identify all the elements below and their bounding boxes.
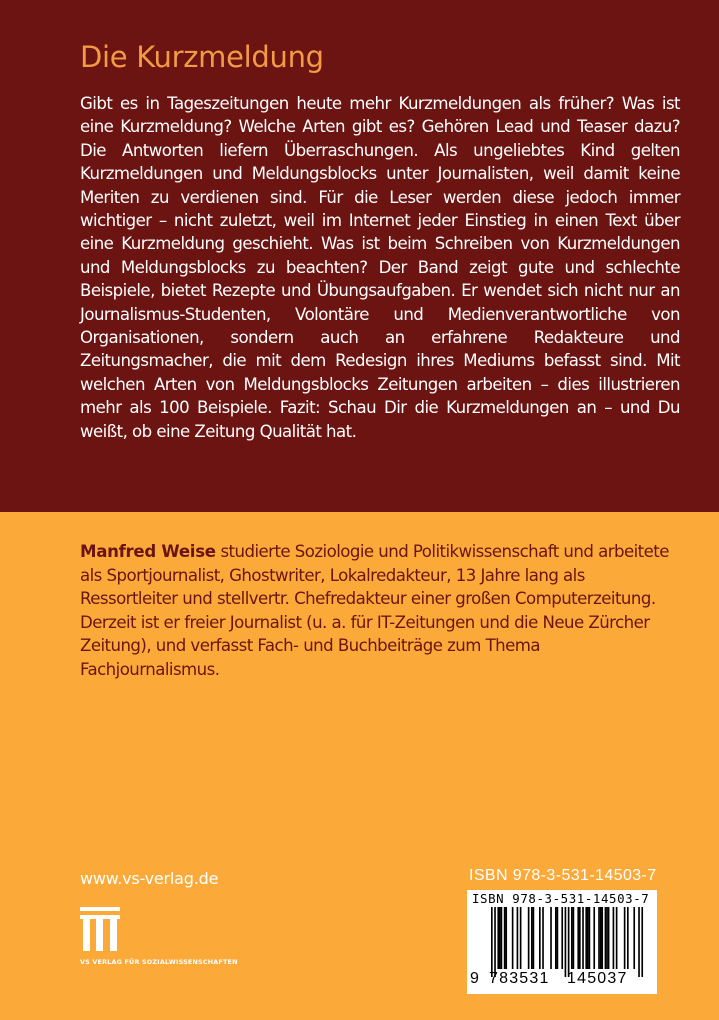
barcode-bar [627, 907, 629, 969]
barcode-bar [531, 907, 533, 969]
barcode-bar [606, 907, 608, 969]
barcode-bar [533, 907, 535, 969]
barcode-bar [633, 907, 635, 969]
barcode-bar [517, 907, 519, 969]
ean-digits [467, 970, 657, 992]
author-bio [80, 540, 680, 682]
barcode-bar [600, 907, 602, 969]
barcode-bar [624, 907, 626, 969]
book-blurb: Gibt es in Tageszeitungen heute mehr Kurzmeldungen als früher? Was ist eine Kurzmeldung? Welche Arten gibt es? Gehören Lead und Teaser dazu? Die Antworten liefern Überraschungen. Als ungeliebtes Kind gelten Kurzmeldungen und Meldungsblocks unter Journalisten, weil damit keine Meriten zu verdienen sind. Für die Leser werden diese jedoch immer wichtiger – nicht zuletzt, weil im Internet jeder Einstieg in einen Text über eine Kurzmeldung geschieht. Was ist beim Schreiben von Kurzmeldungen und Meldungsblocks zu beachten? Der Band zeigt gute und schlechte Beispiele, bietet Rezepte und Übungsaufgaben. Er wendet sich nicht nur an Journalismus-Studenten, Volontäre und Medienverantwortliche von Organisationen, sondern auch an erfahrene Redakteure und Zeitungsmacher, die mit dem Redesign ihres Mediums befasst sind. Mit welchen Arten von Meldungsblocks Zeitungen arbeiten – dies illustrieren mehr als 100 Beispiele. Fazit: Schau Dir die Kurzmeldungen an – und Du weißt, ob eine Zeitung Qualität hat. [80, 94, 680, 441]
barcode-bar [520, 907, 522, 969]
author-bio-text: studierte Soziologie und Politikwissenschaft und arbeitete als Sportjournalist, Ghostwriter, Lokalredakteur, 13 Jahre lang als Ressortleiter und stellvertr. Chefredakteur einer großen Computerzeitung. Derzeit ist er freier Journalist (u. a. für IT-Zeitungen und die Neue Zürcher Zeitung), und verfasst Fach- und Buchbeiträge zum Thema Fachjournalismus. [80, 542, 669, 679]
barcode-bar [565, 907, 567, 977]
barcode-bar [608, 907, 610, 969]
ean-left-group: 783531 [489, 970, 550, 987]
barcode-bar [550, 907, 552, 969]
barcode-bar [542, 907, 544, 969]
isbn-ocr-text: ISBN 978-3-531-14503-7 [472, 891, 650, 906]
barcode-bar [589, 907, 591, 969]
isbn-label: ISBN 978-3-531-14503-7 [469, 867, 657, 884]
barcode-bar [573, 907, 575, 969]
barcode-bar [601, 907, 603, 969]
barcode-bar [561, 907, 563, 969]
barcode-bar [491, 907, 493, 977]
barcode-bar [555, 907, 557, 969]
barcode-bar [494, 907, 496, 977]
barcode-bar [557, 907, 559, 969]
barcode-bar [577, 907, 579, 969]
barcode-bar [504, 907, 506, 969]
barcode-bar [616, 907, 618, 969]
barcode-bar [539, 907, 541, 969]
barcode-bar [587, 907, 589, 969]
barcode-bar [497, 907, 499, 969]
ean-first-digit: 9 [470, 970, 481, 987]
barcode-bar [571, 907, 573, 969]
barcode-bar [512, 907, 514, 969]
barcode-bar [568, 907, 570, 977]
barcode-bar [505, 907, 507, 969]
barcode-bar [605, 907, 607, 969]
barcode-bar [579, 907, 581, 969]
book-title: Die Kurzmeldung [80, 40, 324, 74]
ean-barcode [479, 907, 647, 977]
publisher-url[interactable]: www.vs-verlag.de [80, 869, 219, 888]
publisher-logo [80, 907, 260, 969]
barcode-bar [613, 907, 615, 969]
author-name: Manfred Weise [80, 542, 216, 561]
barcode-panel [467, 890, 657, 994]
barcode-bar [638, 907, 640, 977]
barcode-bar [499, 907, 501, 969]
ean-right-group: 145037 [567, 970, 628, 987]
vs-verlag-logo-icon [80, 907, 120, 951]
barcode-bar [501, 907, 503, 969]
publisher-tagline: VS VERLAG FÜR SOZIALWISSENSCHAFTEN [80, 958, 238, 966]
barcode-bar [528, 907, 530, 969]
barcode-bar [585, 907, 587, 969]
barcode-bar [641, 907, 643, 977]
barcode-bar [582, 907, 584, 969]
barcode-bar [598, 907, 600, 969]
barcode-bar [593, 907, 595, 969]
